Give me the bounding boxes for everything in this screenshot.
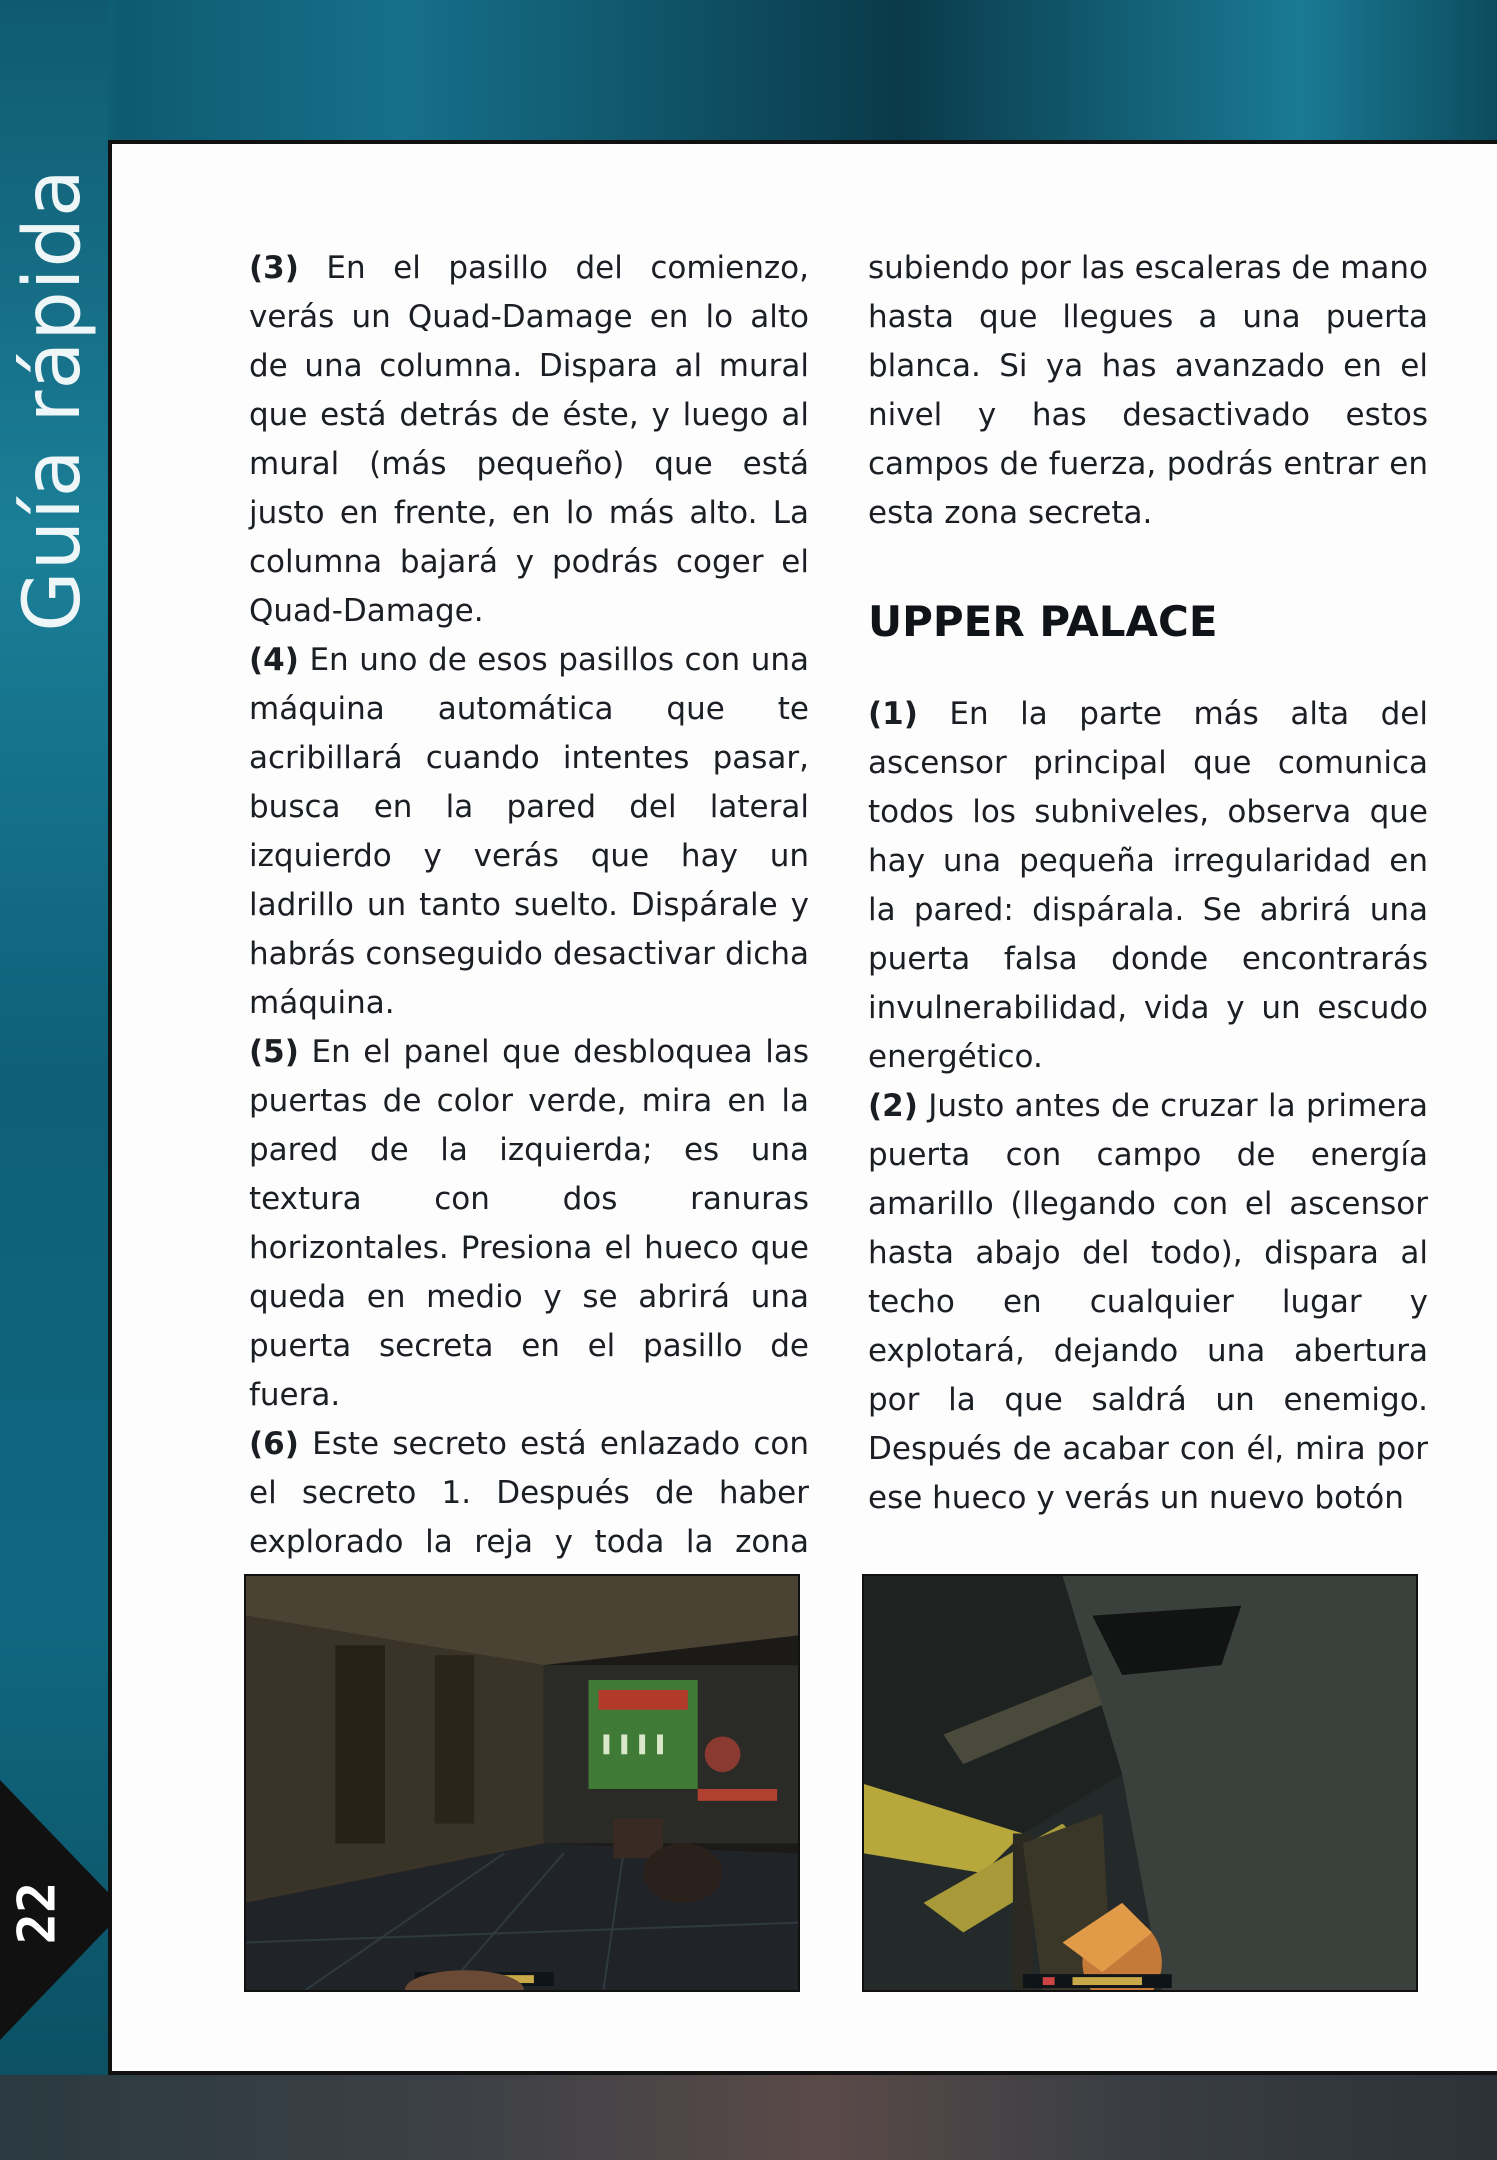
- ceiling-screenshot: [862, 1574, 1418, 1992]
- item-number: (4): [249, 642, 299, 678]
- paragraph-text: En el pasillo del comienzo, verás un Quad-Damage en lo alto de una columna. Dispara al mural que está detrás de éste, y luego al mural (más pequeño) que está justo en frente, en lo más alto. La columna bajará y podrás coger el Quad-Damage.: [249, 250, 809, 629]
- item-number: (6): [249, 1426, 299, 1462]
- paragraph-text: Este secreto está enlazado con el secreto 1. Después de haber explorado la reja y toda la zona: [249, 1426, 809, 1560]
- item-number: (1): [868, 696, 918, 732]
- left-column: [249, 244, 809, 1616]
- paragraph-4: [249, 636, 809, 1028]
- item-number: (5): [249, 1034, 299, 1070]
- item-number: (2): [868, 1088, 918, 1124]
- paragraph-text: Justo antes de cruzar la primera puerta con campo de energía amarillo (llegando con el ascensor hasta abajo del todo), dispara al techo en cualquier lugar y explotará, dejando una abertura por la que saldrá un enemigo. Después de acabar con él, mira por ese hueco y verás un nuevo botón: [868, 1088, 1428, 1516]
- ceiling-scene: [864, 1576, 1416, 1990]
- page-content: [108, 140, 1497, 2075]
- paragraph-text: En la parte más alta del ascensor principal que comunica todos los subniveles, observa que hay una pequeña irregularidad en la pared: dispárala. Se abrirá una puerta falsa donde encontrarás invulnerabilidad, vida y un escudo energético.: [868, 696, 1428, 1075]
- paragraph-5: [249, 1028, 809, 1420]
- section-title-text: Guía rápida: [8, 168, 98, 632]
- paragraph-1: [868, 690, 1428, 1082]
- corridor-screenshot: [244, 1574, 800, 1992]
- paragraph-3: [249, 244, 809, 636]
- paragraph-2: [868, 1082, 1428, 1523]
- page-number: [6, 1868, 68, 1958]
- paragraph-text: En uno de esos pasillos con una máquina automática que te acribillará cuando intentes pasar, busca en la pared del lateral izquierdo y verás que hay un ladrillo un tanto suelto. Dispárale y habrás conseguido desactivar dicha máquina.: [249, 642, 809, 1021]
- right-column: [868, 244, 1428, 1523]
- page-number-text: 22: [7, 1881, 67, 1945]
- bottom-band: [0, 2075, 1497, 2160]
- item-number: (3): [249, 250, 299, 286]
- paragraph-text: En el panel que desbloquea las puertas de color verde, mira en la pared de la izquierda; es una textura con dos ranuras horizontales. Presiona el hueco que queda en medio y se abrirá una puerta secreta en el pasillo de fuera.: [249, 1034, 809, 1413]
- section-title-vertical: [8, 140, 98, 660]
- corridor-scene: [246, 1576, 798, 1990]
- continuation-paragraph: subiendo por las escaleras de mano hasta que llegues a una puerta blanca. Si ya has avanzado en el nivel y has desactivado estos campos de fuerza, podrás entrar en esta zona secreta.: [868, 250, 1428, 531]
- section-heading: UPPER PALACE: [868, 597, 1218, 646]
